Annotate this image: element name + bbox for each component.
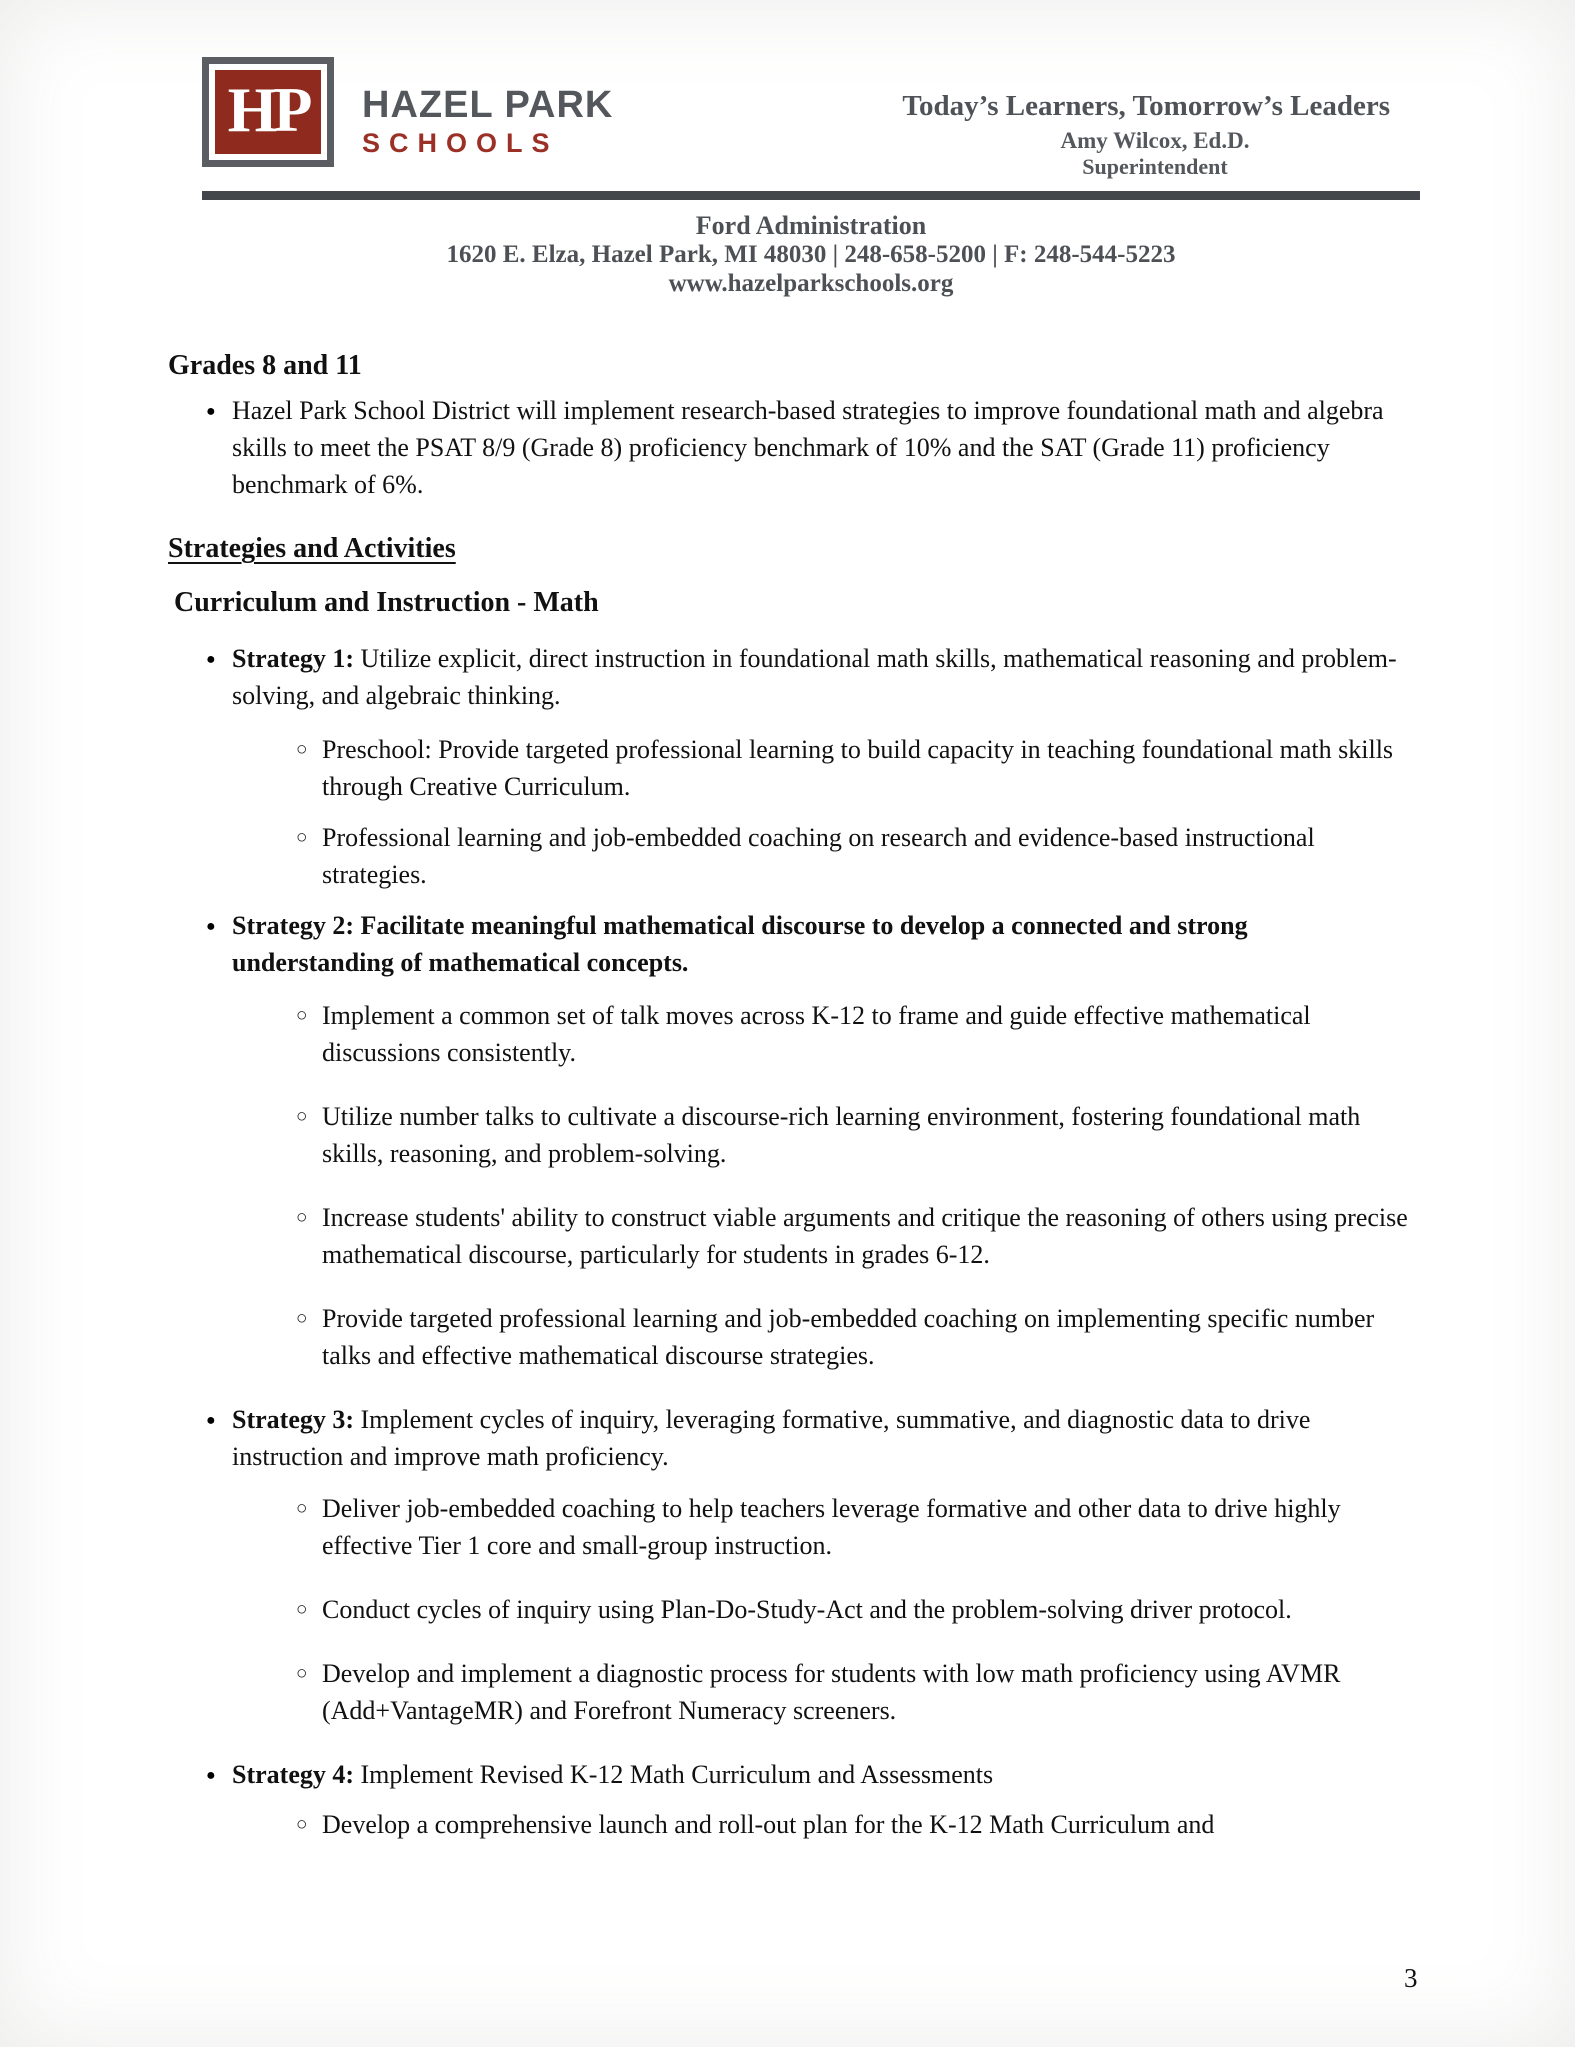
superintendent-name: Amy Wilcox, Ed.D. [1060,128,1250,153]
strategy-1-text: Utilize explicit, direct instruction in foundational math skills, mathematical reasoning and problem-solving, and algebraic thinking. [232,644,1397,710]
strategy-1-substep [168,819,1412,893]
substep-text: Professional learning and job-embedded coaching on research and evidence-based instructional strategies. [322,823,1315,889]
district-logo [202,57,334,167]
substep-text: Provide targeted professional learning and job-embedded coaching on implementing specific number talks and effective mathematical discourse strategies. [322,1304,1375,1370]
strategy-4-item [168,1756,1412,1793]
grades-goal-bullet [168,392,1412,503]
substep-text: Utilize number talks to cultivate a discourse-rich learning environment, fostering foundational math skills, reasoning, and problem-solving. [322,1102,1361,1168]
substep-text: Preschool: Provide targeted professional learning to build capacity in teaching foundational math skills through Creative Curriculum. [322,735,1394,801]
substep-text: Implement a common set of talk moves across K-12 to frame and guide effective mathematical discussions consistently. [322,1001,1311,1067]
superintendent-title: Superintendent [1082,154,1228,179]
address-line: 1620 E. Elza, Hazel Park, MI 48030 | 248-658-5200 | F: 248-544-5223 [446,241,1176,268]
section-heading-grades: Grades 8 and 11 [168,350,362,381]
substep-text: Increase students' ability to construct viable arguments and critique the reasoning of others using precise mathematical discourse, particularly for students in grades 6-12. [322,1203,1408,1269]
grades-goal-text: Hazel Park School District will implement research-based strategies to improve foundational math and algebra skills to meet the PSAT 8/9 (Grade 8) proficiency benchmark of 10% and the SAT (Grade 11) proficiency benchmark of 6%. [232,396,1384,499]
strategy-1-substep [168,731,1412,805]
strategy-2-substep [168,997,1412,1071]
strategy-2-group [168,907,1412,1374]
strategy-4-substep [168,1806,1412,1843]
strategy-4-label: Strategy 4: [232,1760,355,1789]
strategy-3-substep [168,1655,1412,1729]
strategy-3-group [168,1401,1412,1729]
strategy-2-label: Strategy 2: [232,911,355,940]
strategy-1-label: Strategy 1: [232,644,355,673]
superintendent-block [1000,128,1310,179]
substep-text: Develop a comprehensive launch and roll-out plan for the K-12 Math Curriculum and [322,1810,1215,1839]
district-tagline: Today’s Learners, Tomorrow’s Leaders [902,90,1390,122]
subsection-heading-curriculum-math: Curriculum and Instruction - Math [174,587,599,618]
substep-text: Conduct cycles of inquiry using Plan-Do-Study-Act and the problem-solving driver protocol. [322,1595,1292,1624]
address-block [202,211,1420,298]
document-body [168,350,1412,1843]
strategy-2-substep [168,1300,1412,1374]
district-name-line1: HAZEL PARK [362,84,614,126]
website-url: www.hazelparkschools.org [668,270,954,297]
strategy-3-item [168,1401,1412,1475]
logo-monogram: HP [227,74,309,145]
strategy-3-text: Implement cycles of inquiry, leveraging formative, summative, and diagnostic data to drive instruction and improve math proficiency. [232,1405,1311,1471]
strategy-1-group [168,640,1412,893]
header-divider [202,191,1420,200]
logo-red-box [215,70,321,154]
strategy-3-substep [168,1591,1412,1628]
strategy-1-item [168,640,1412,714]
substep-text: Develop and implement a diagnostic process for students with low math proficiency using AVMR (Add+VantageMR) and Forefront Numeracy screeners. [322,1659,1341,1725]
strategy-4-group [168,1756,1412,1843]
strategy-2-text: Facilitate meaningful mathematical discourse to develop a connected and strong understanding of mathematical concepts. [232,911,1248,977]
page-number: 3 [1404,1963,1418,1993]
strategy-2-item [168,907,1412,981]
district-name-line2: SCHOOLS [362,128,559,158]
office-name: Ford Administration [695,211,927,240]
strategy-3-substep [168,1490,1412,1564]
strategy-4-text: Implement Revised K-12 Math Curriculum and Assessments [354,1760,994,1789]
substep-text: Deliver job-embedded coaching to help teachers leverage formative and other data to drive highly effective Tier 1 core and small-group instruction. [322,1494,1341,1560]
strategy-2-substep [168,1199,1412,1273]
strategy-3-label: Strategy 3: [232,1405,355,1434]
district-name [362,86,613,157]
strategy-2-substep [168,1098,1412,1172]
section-heading-strategies: Strategies and Activities [168,533,456,564]
